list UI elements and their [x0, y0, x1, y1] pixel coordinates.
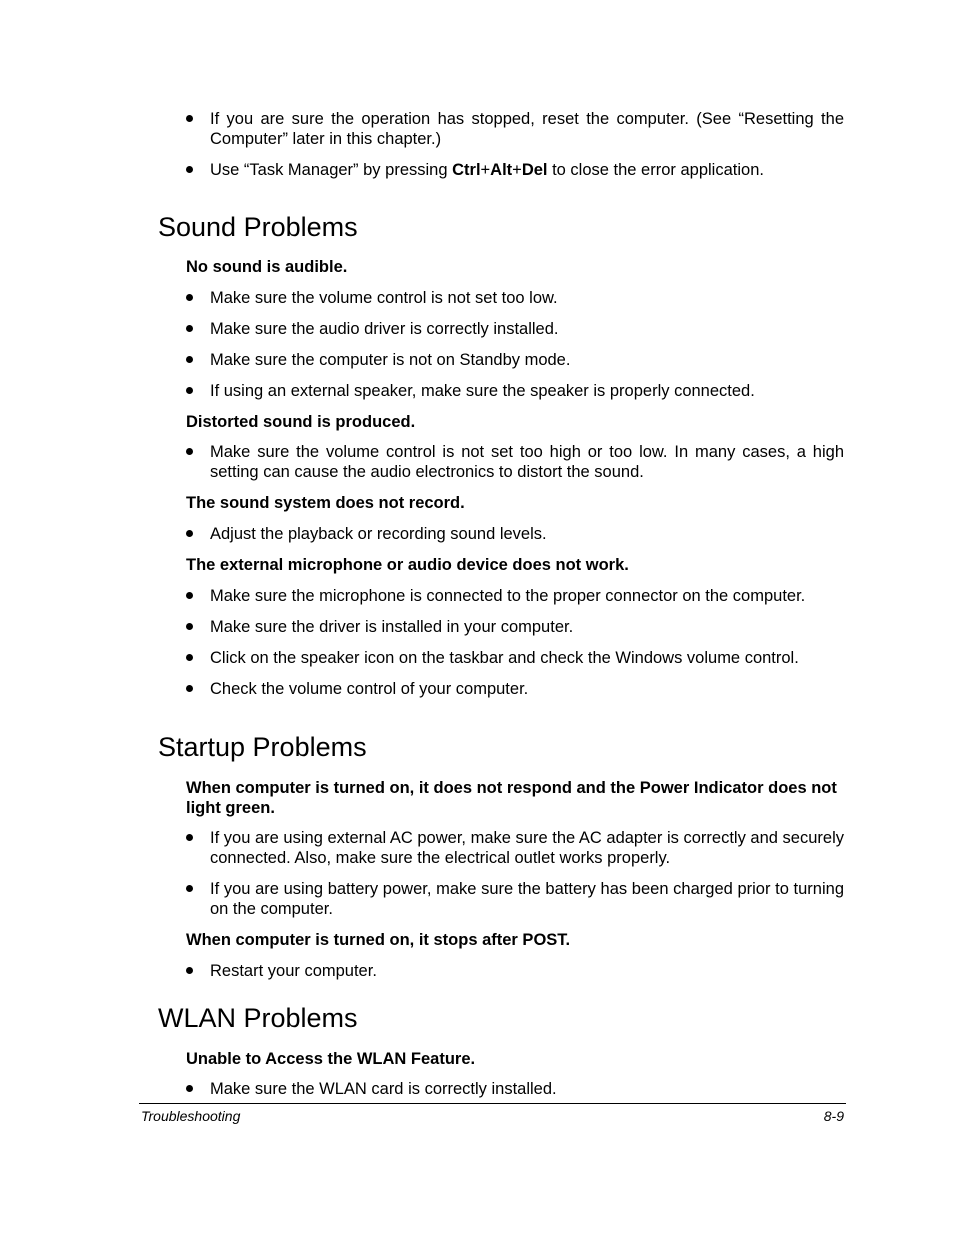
- list-item: [186, 679, 844, 699]
- list-item: [186, 109, 844, 149]
- footer-divider: [139, 1103, 846, 1104]
- bullet-dot-icon: [186, 834, 193, 841]
- bullet-dot-icon: [186, 356, 193, 363]
- list-item: [186, 288, 844, 308]
- list-item-text: Make sure the WLAN card is correctly installed.: [210, 1080, 557, 1098]
- bullet-dot-icon: [186, 1085, 193, 1092]
- list-item-text: Make sure the volume control is not set too low.: [210, 289, 558, 307]
- bullet-dot-icon: [186, 115, 193, 122]
- key-plus: +: [480, 161, 491, 179]
- list-item-text: Make sure the computer is not on Standby mode.: [210, 351, 571, 369]
- list-item-text: Make sure the audio driver is correctly installed.: [210, 320, 559, 338]
- list-item-text: If you are using battery power, make sure the battery has been charged prior to turning on the computer.: [210, 880, 844, 918]
- footer-page-number: 8-9: [823, 1108, 844, 1124]
- list-item-text: Check the volume control of your computer.: [210, 680, 529, 698]
- list-item-text: If you are sure the operation has stopped, reset the computer. (See “Resetting the Computer” later in this chapter.): [210, 110, 844, 148]
- section-heading-sound: Sound Problems: [158, 212, 358, 242]
- bullet-dot-icon: [186, 294, 193, 301]
- list-item-text: Restart your computer.: [210, 962, 377, 980]
- bullet-dot-icon: [186, 325, 193, 332]
- subheading: When computer is turned on, it stops after POST.: [186, 931, 571, 949]
- list-item-text: Make sure the driver is installed in your computer.: [210, 618, 574, 636]
- bullet-dot-icon: [186, 166, 193, 173]
- bullet-dot-icon: [186, 530, 193, 537]
- subheading: Distorted sound is produced.: [186, 413, 416, 431]
- list-item: [186, 442, 844, 482]
- subheading: The external microphone or audio device does not work.: [186, 556, 629, 574]
- list-item-text: If using an external speaker, make sure the speaker is properly connected.: [210, 382, 755, 400]
- bullet-dot-icon: [186, 654, 193, 661]
- list-item: [186, 617, 844, 637]
- list-item: [186, 381, 844, 401]
- key-alt: Alt: [490, 161, 513, 179]
- list-item-text: Adjust the playback or recording sound levels.: [210, 525, 547, 543]
- list-item-text-prefix: Use “Task Manager” by pressing: [210, 161, 453, 179]
- bullet-dot-icon: [186, 448, 193, 455]
- footer-chapter-title: Troubleshooting: [141, 1108, 241, 1124]
- bullet-dot-icon: [186, 623, 193, 630]
- list-item: [186, 586, 844, 606]
- list-item-text: If you are using external AC power, make sure the AC adapter is correctly and securely connected. Also, make sure the electrical outlet works properly.: [210, 829, 844, 867]
- list-item-text-suffix: to close the error application.: [547, 161, 764, 179]
- list-item: [186, 961, 844, 981]
- subheading: When computer is turned on, it does not respond and the Power Indicator does not light green.: [186, 779, 837, 817]
- section-heading-startup: Startup Problems: [158, 732, 367, 762]
- key-del: Del: [521, 161, 548, 179]
- bullet-dot-icon: [186, 885, 193, 892]
- list-item: [186, 160, 844, 180]
- list-item-text: [210, 160, 844, 180]
- bullet-dot-icon: [186, 967, 193, 974]
- subheading: Unable to Access the WLAN Feature.: [186, 1050, 476, 1068]
- list-item: [186, 828, 844, 868]
- bullet-dot-icon: [186, 387, 193, 394]
- list-item-text: Click on the speaker icon on the taskbar and check the Windows volume control.: [210, 649, 799, 667]
- bullet-dot-icon: [186, 592, 193, 599]
- list-item: [186, 350, 844, 370]
- list-item: [186, 648, 844, 668]
- list-item: [186, 319, 844, 339]
- subheading: No sound is audible.: [186, 258, 348, 276]
- list-item-text: Make sure the microphone is connected to the proper connector on the computer.: [210, 587, 806, 605]
- key-plus: +: [512, 161, 522, 179]
- list-item: [186, 524, 844, 544]
- key-ctrl: Ctrl: [452, 161, 481, 179]
- list-item: [186, 1079, 844, 1099]
- bullet-dot-icon: [186, 685, 193, 692]
- section-heading-wlan: WLAN Problems: [158, 1003, 358, 1033]
- subheading: The sound system does not record.: [186, 494, 465, 512]
- list-item: [186, 879, 844, 919]
- list-item-text: Make sure the volume control is not set too high or too low. In many cases, a high setting can cause the audio electronics to distort the sound.: [210, 443, 844, 481]
